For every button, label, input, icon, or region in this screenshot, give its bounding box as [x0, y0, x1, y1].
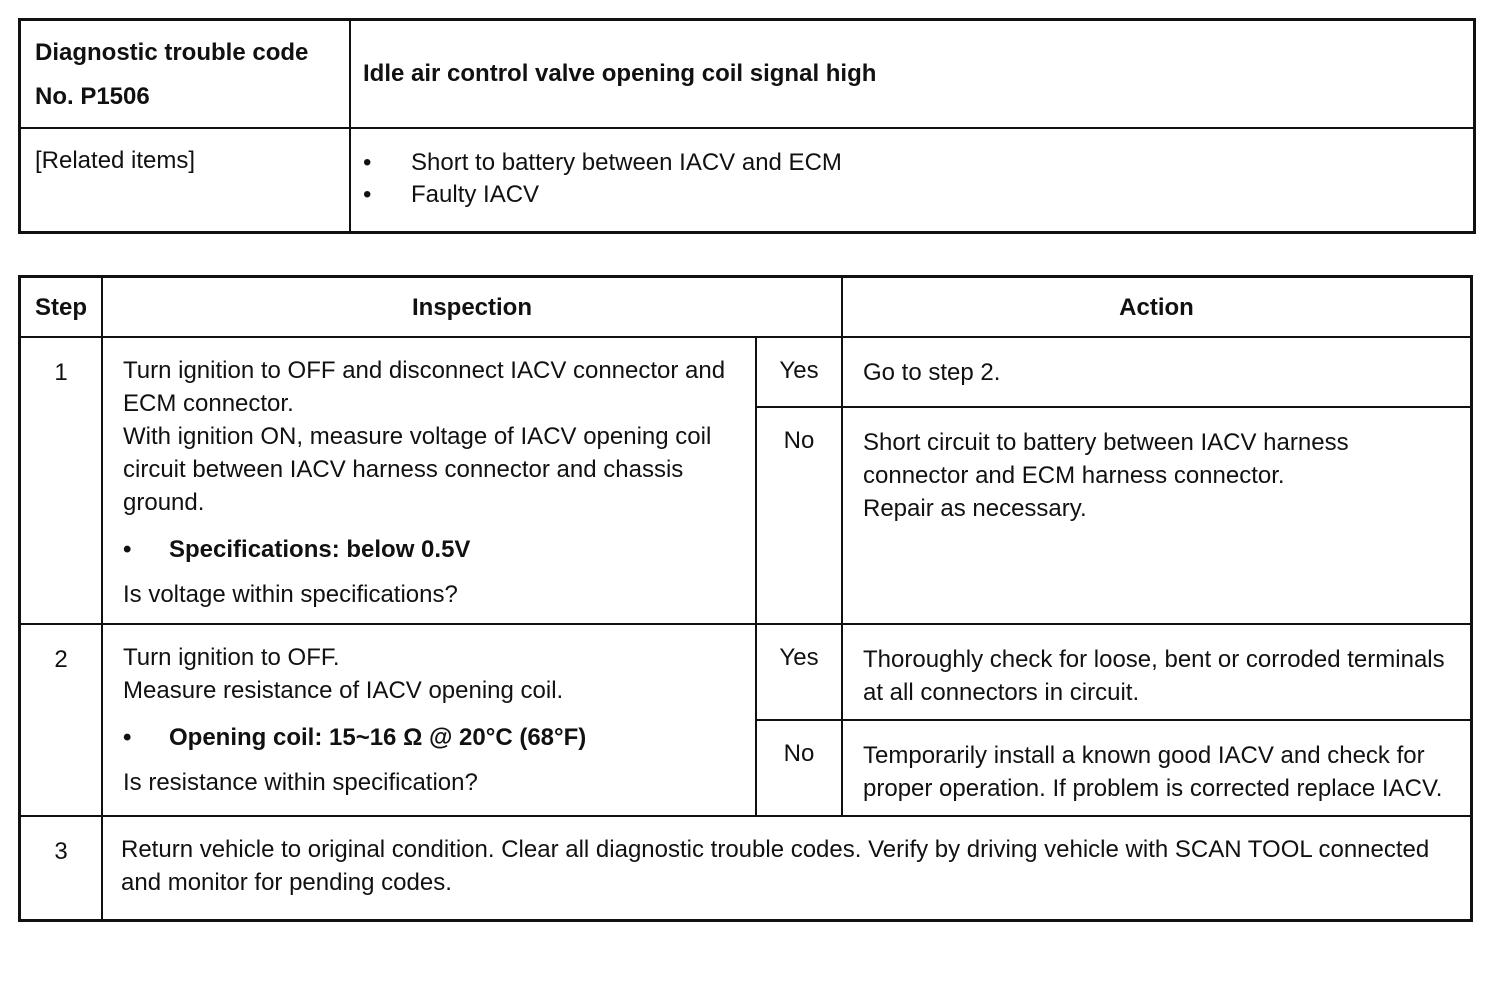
inspection-steps-table [18, 275, 1473, 922]
related-item-text: Short to battery between IACV and ECM [411, 149, 842, 176]
step-number: 2 [20, 624, 103, 816]
inspection-text: Turn ignition to OFF. [123, 644, 340, 671]
yes-action: Go to step 2. [842, 337, 1472, 407]
header-action: Action [842, 277, 1472, 338]
bullet: • [363, 149, 372, 176]
step-number: 3 [20, 816, 103, 921]
specification [123, 533, 743, 566]
dtc-header-table [18, 18, 1476, 234]
bullet: • [123, 536, 132, 563]
dtc-title: Idle air control valve opening coil signal high [350, 20, 1475, 129]
related-items-list [350, 128, 1475, 233]
no-label: No [756, 407, 842, 624]
step-1-yes-row [20, 337, 1472, 407]
step-3-text: Return vehicle to original condition. Clear all diagnostic trouble codes. Verify by driving vehicle with SCAN TOOL connected and monitor for pending codes. [102, 816, 1472, 921]
inspection-text: With ignition ON, measure voltage of IACV opening coil circuit between IACV harness connector and chassis ground. [123, 423, 712, 516]
related-item [363, 179, 1461, 211]
no-label: No [756, 720, 842, 816]
bullet: • [363, 181, 372, 208]
step-number: 1 [20, 337, 103, 624]
header-step: Step [20, 277, 103, 338]
yes-label: Yes [756, 337, 842, 407]
inspection-text: Measure resistance of IACV opening coil. [123, 677, 564, 704]
inspection-text: Turn ignition to OFF and disconnect IACV connector and ECM connector. [123, 357, 726, 417]
step-inspection [102, 624, 756, 816]
no-action-text: Repair as necessary. [863, 495, 1087, 522]
specification-text: Specifications: below 0.5V [169, 536, 471, 563]
dtc-label-line1: Diagnostic trouble code [35, 39, 309, 66]
related-items-label: [Related items] [20, 128, 351, 233]
inspection-question: Is resistance within specification? [123, 769, 478, 796]
inspection-question: Is voltage within specifications? [123, 581, 458, 608]
yes-action: Thoroughly check for loose, bent or corroded terminals at all connectors in circuit. [842, 624, 1472, 720]
no-action-text: Short circuit to battery between IACV harness connector and ECM harness connector. [863, 429, 1349, 489]
related-item [363, 147, 1461, 179]
header-inspection: Inspection [102, 277, 842, 338]
dtc-label-cell [20, 20, 351, 129]
specification-text: Opening coil: 15~16 Ω @ 20°C (68°F) [169, 724, 587, 751]
yes-label: Yes [756, 624, 842, 720]
related-item-text: Faulty IACV [411, 181, 540, 208]
no-action: Temporarily install a known good IACV and check for proper operation. If problem is corrected replace IACV. [842, 720, 1472, 816]
step-2-yes-row [20, 624, 1472, 720]
step-inspection [102, 337, 756, 624]
step-3-row [20, 816, 1472, 921]
specification [123, 721, 743, 754]
dtc-code: No. P1506 [35, 83, 150, 110]
bullet: • [123, 724, 132, 751]
no-action [842, 407, 1472, 624]
